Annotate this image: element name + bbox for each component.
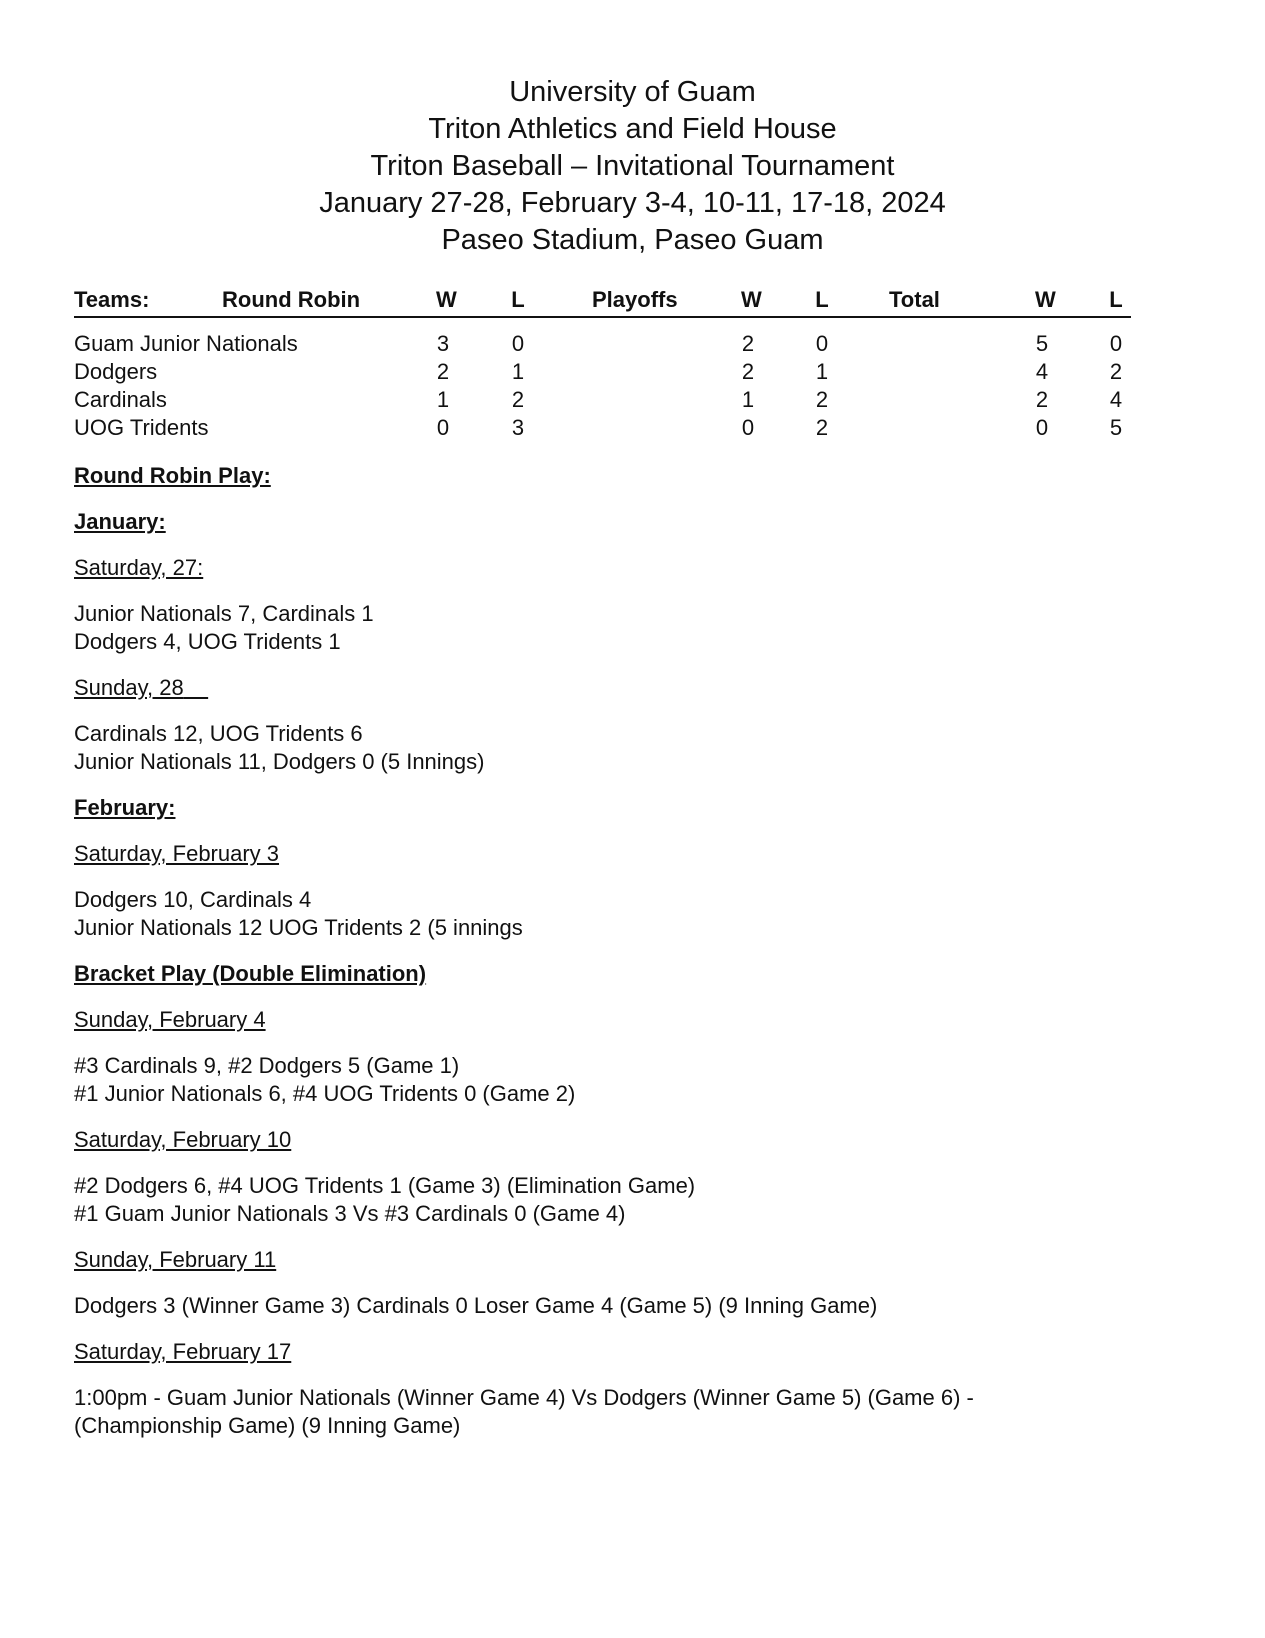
po-wins: 0 [741, 415, 755, 440]
game-results [74, 1172, 1174, 1228]
rr-losses: 3 [511, 415, 525, 440]
col-header-total-losses: L [1109, 287, 1123, 312]
game-results [74, 600, 1174, 656]
game-result: 1:00pm - Guam Junior Nationals (Winner Game 4) Vs Dodgers (Winner Game 5) (Game 6) - (Championship Game) (9 Inning Game) [74, 1385, 974, 1438]
rr-wins: 2 [436, 359, 450, 384]
game-result: Cardinals 12, UOG Tridents 6 [74, 721, 363, 746]
table-row [74, 386, 1131, 414]
day-heading [74, 674, 1174, 702]
game-result: #3 Cardinals 9, #2 Dodgers 5 (Game 1) [74, 1053, 460, 1078]
january-title: January: [74, 509, 166, 534]
total-wins: 5 [1035, 331, 1049, 356]
col-header-rr-losses: L [511, 287, 525, 312]
po-losses: 0 [815, 331, 829, 356]
table-row [74, 358, 1131, 386]
col-header-round-robin: Round Robin [222, 287, 361, 312]
team-name: Dodgers [74, 359, 158, 384]
game-result: #1 Guam Junior Nationals 3 Vs #3 Cardinals 0 (Game 4) [74, 1201, 626, 1226]
game-result: Junior Nationals 11, Dodgers 0 (5 Innings) [74, 749, 485, 774]
rr-losses: 0 [511, 331, 525, 356]
day-heading: Saturday, 27: [74, 555, 204, 580]
bracket-title: Bracket Play (Double Elimination) [74, 961, 427, 986]
game-result: Dodgers 4, UOG Tridents 1 [74, 629, 341, 654]
day-heading-text: Sunday, 28 [74, 675, 184, 700]
game-result: Junior Nationals 7, Cardinals 1 [74, 601, 374, 626]
day-heading: Sunday, February 11 [74, 1247, 277, 1272]
col-header-playoffs: Playoffs [592, 287, 678, 312]
rr-wins: 3 [436, 331, 450, 356]
day-heading: Sunday, February 4 [74, 1007, 266, 1032]
po-losses: 1 [815, 359, 829, 384]
table-row [74, 330, 1131, 358]
total-losses: 0 [1109, 331, 1123, 356]
col-header-total-wins: W [1035, 287, 1056, 312]
header-line-venue: Paseo Stadium, Paseo Guam [441, 224, 824, 256]
po-wins: 1 [741, 387, 755, 412]
po-losses: 2 [815, 415, 829, 440]
total-losses: 2 [1109, 359, 1123, 384]
game-result: #1 Junior Nationals 6, #4 UOG Tridents 0 (Game 2) [74, 1081, 576, 1106]
february-title: February: [74, 795, 176, 820]
standings-header-row [74, 286, 1131, 316]
rr-wins: 0 [436, 415, 450, 440]
standings-table [74, 286, 1131, 440]
col-header-total: Total [889, 287, 940, 312]
rr-losses: 1 [511, 359, 525, 384]
total-losses: 4 [1109, 387, 1123, 412]
game-results [74, 1052, 1174, 1108]
total-losses: 5 [1109, 415, 1123, 440]
game-results [74, 886, 1174, 942]
table-row [74, 414, 1131, 442]
standings-rows [74, 330, 1131, 442]
game-results [74, 720, 1174, 776]
header-line-institution: University of Guam [509, 76, 756, 108]
game-result: Dodgers 10, Cardinals 4 [74, 887, 312, 912]
schedule [74, 462, 1174, 1458]
col-header-rr-wins: W [436, 287, 457, 312]
total-wins: 0 [1035, 415, 1049, 440]
document-header [0, 74, 1265, 259]
day-heading: Saturday, February 10 [74, 1127, 292, 1152]
col-header-teams: Teams: [74, 287, 150, 312]
game-results [74, 1384, 1174, 1440]
game-results [74, 1292, 1174, 1320]
po-wins: 2 [741, 359, 755, 384]
po-losses: 2 [815, 387, 829, 412]
game-result: Dodgers 3 (Winner Game 3) Cardinals 0 Loser Game 4 (Game 5) (9 Inning Game) [74, 1293, 878, 1318]
col-header-po-wins: W [741, 287, 762, 312]
po-wins: 2 [741, 331, 755, 356]
rr-losses: 2 [511, 387, 525, 412]
total-wins: 4 [1035, 359, 1049, 384]
header-line-event: Triton Baseball – Invitational Tournament [370, 150, 895, 182]
total-wins: 2 [1035, 387, 1049, 412]
header-underline [74, 316, 1131, 318]
day-heading: Saturday, February 17 [74, 1339, 292, 1364]
game-result: #2 Dodgers 6, #4 UOG Tridents 1 (Game 3) (Elimination Game) [74, 1173, 696, 1198]
col-header-po-losses: L [815, 287, 829, 312]
header-line-department: Triton Athletics and Field House [428, 113, 837, 145]
rr-wins: 1 [436, 387, 450, 412]
team-name: Guam Junior Nationals [74, 331, 298, 356]
round-robin-title: Round Robin Play: [74, 463, 271, 488]
day-heading: Saturday, February 3 [74, 841, 280, 866]
team-name: UOG Tridents [74, 415, 209, 440]
game-result: Junior Nationals 12 UOG Tridents 2 (5 innings [74, 915, 523, 940]
team-name: Cardinals [74, 387, 167, 412]
header-line-dates: January 27-28, February 3-4, 10-11, 17-18, 2024 [319, 187, 946, 219]
